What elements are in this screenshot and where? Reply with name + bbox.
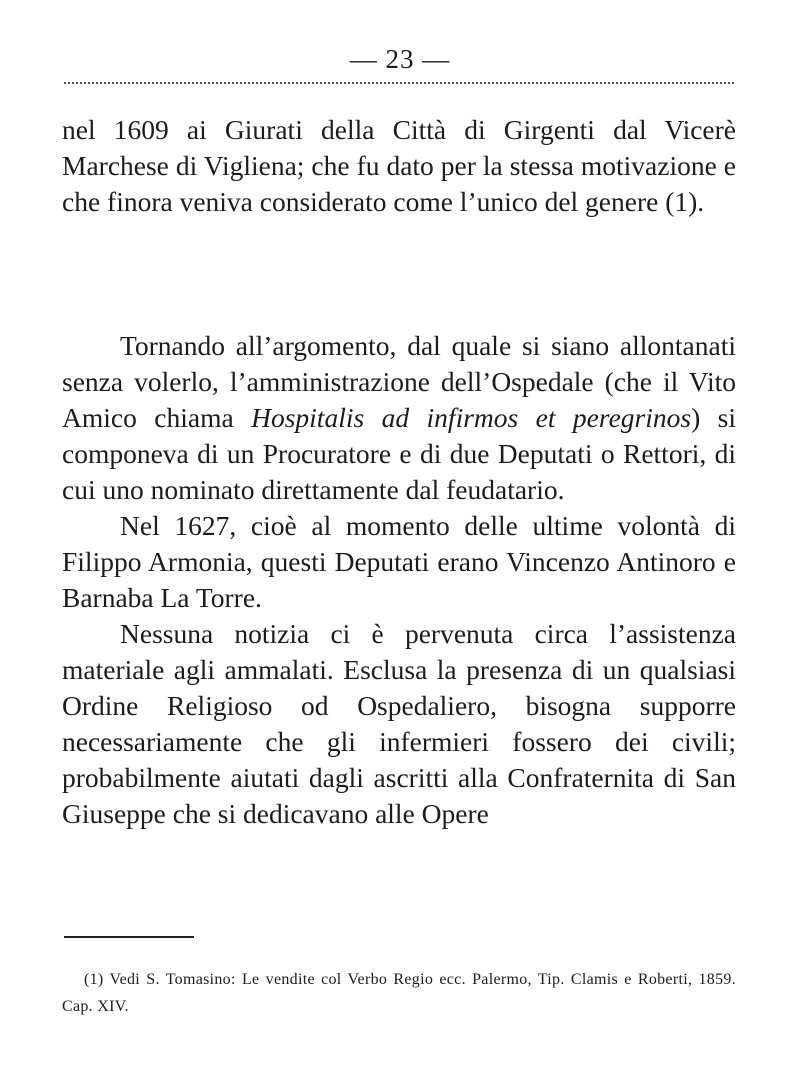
paragraph-assistance: Nessuna notizia ci è pervenuta circa l’assistenza materiale agli ammalati. Esclusa la presenza di un qualsiasi Ordine Religioso od Ospedaliero, bisogna supporre necessariamente che gli infermieri fossero dei civili; probabilmente aiutati dagli ascritti alla Confraternita di San Giuseppe che si dedicavano alle Opere (62, 618, 736, 829)
latin-quote: Hospitalis ad infirmos et peregrinos (251, 402, 692, 433)
footnote-rule (64, 936, 194, 938)
header-dotted-rule (64, 82, 734, 84)
paragraph-text: Tornando all’argomento, dal quale si siano allontanati senza volerlo, l’amministrazione dell’Ospedale (che il Vito Amico chiama (62, 330, 736, 433)
paragraph-deputies: Nel 1627, cioè al momento delle ultime volontà di Filippo Armonia, questi Deputati erano Vincenzo Antinoro e Barnaba La Torre. (62, 510, 736, 613)
body-text-top (62, 112, 736, 220)
paragraph-administration (62, 328, 736, 508)
footnote (62, 966, 736, 1020)
body-text-main (62, 328, 736, 832)
footnote-text: (1) Vedi S. Tomasino: Le vendite col Verbo Regio ecc. Palermo, Tip. Clamis e Roberti, 1859. Cap. XIV. (62, 971, 736, 1015)
paragraph-text: ) si componeva di un Procuratore e di due Deputati o Rettori, di cui uno nominato direttamente dal feudatario. (62, 402, 737, 505)
page-number: — 23 — (349, 44, 451, 74)
paragraph-continuation: nel 1609 ai Giurati della Città di Girgenti dal Vicerè Marchese di Vigliena; che fu dato per la stessa motivazione e che finora veniva considerato come l’unico del genere (1). (62, 114, 736, 217)
